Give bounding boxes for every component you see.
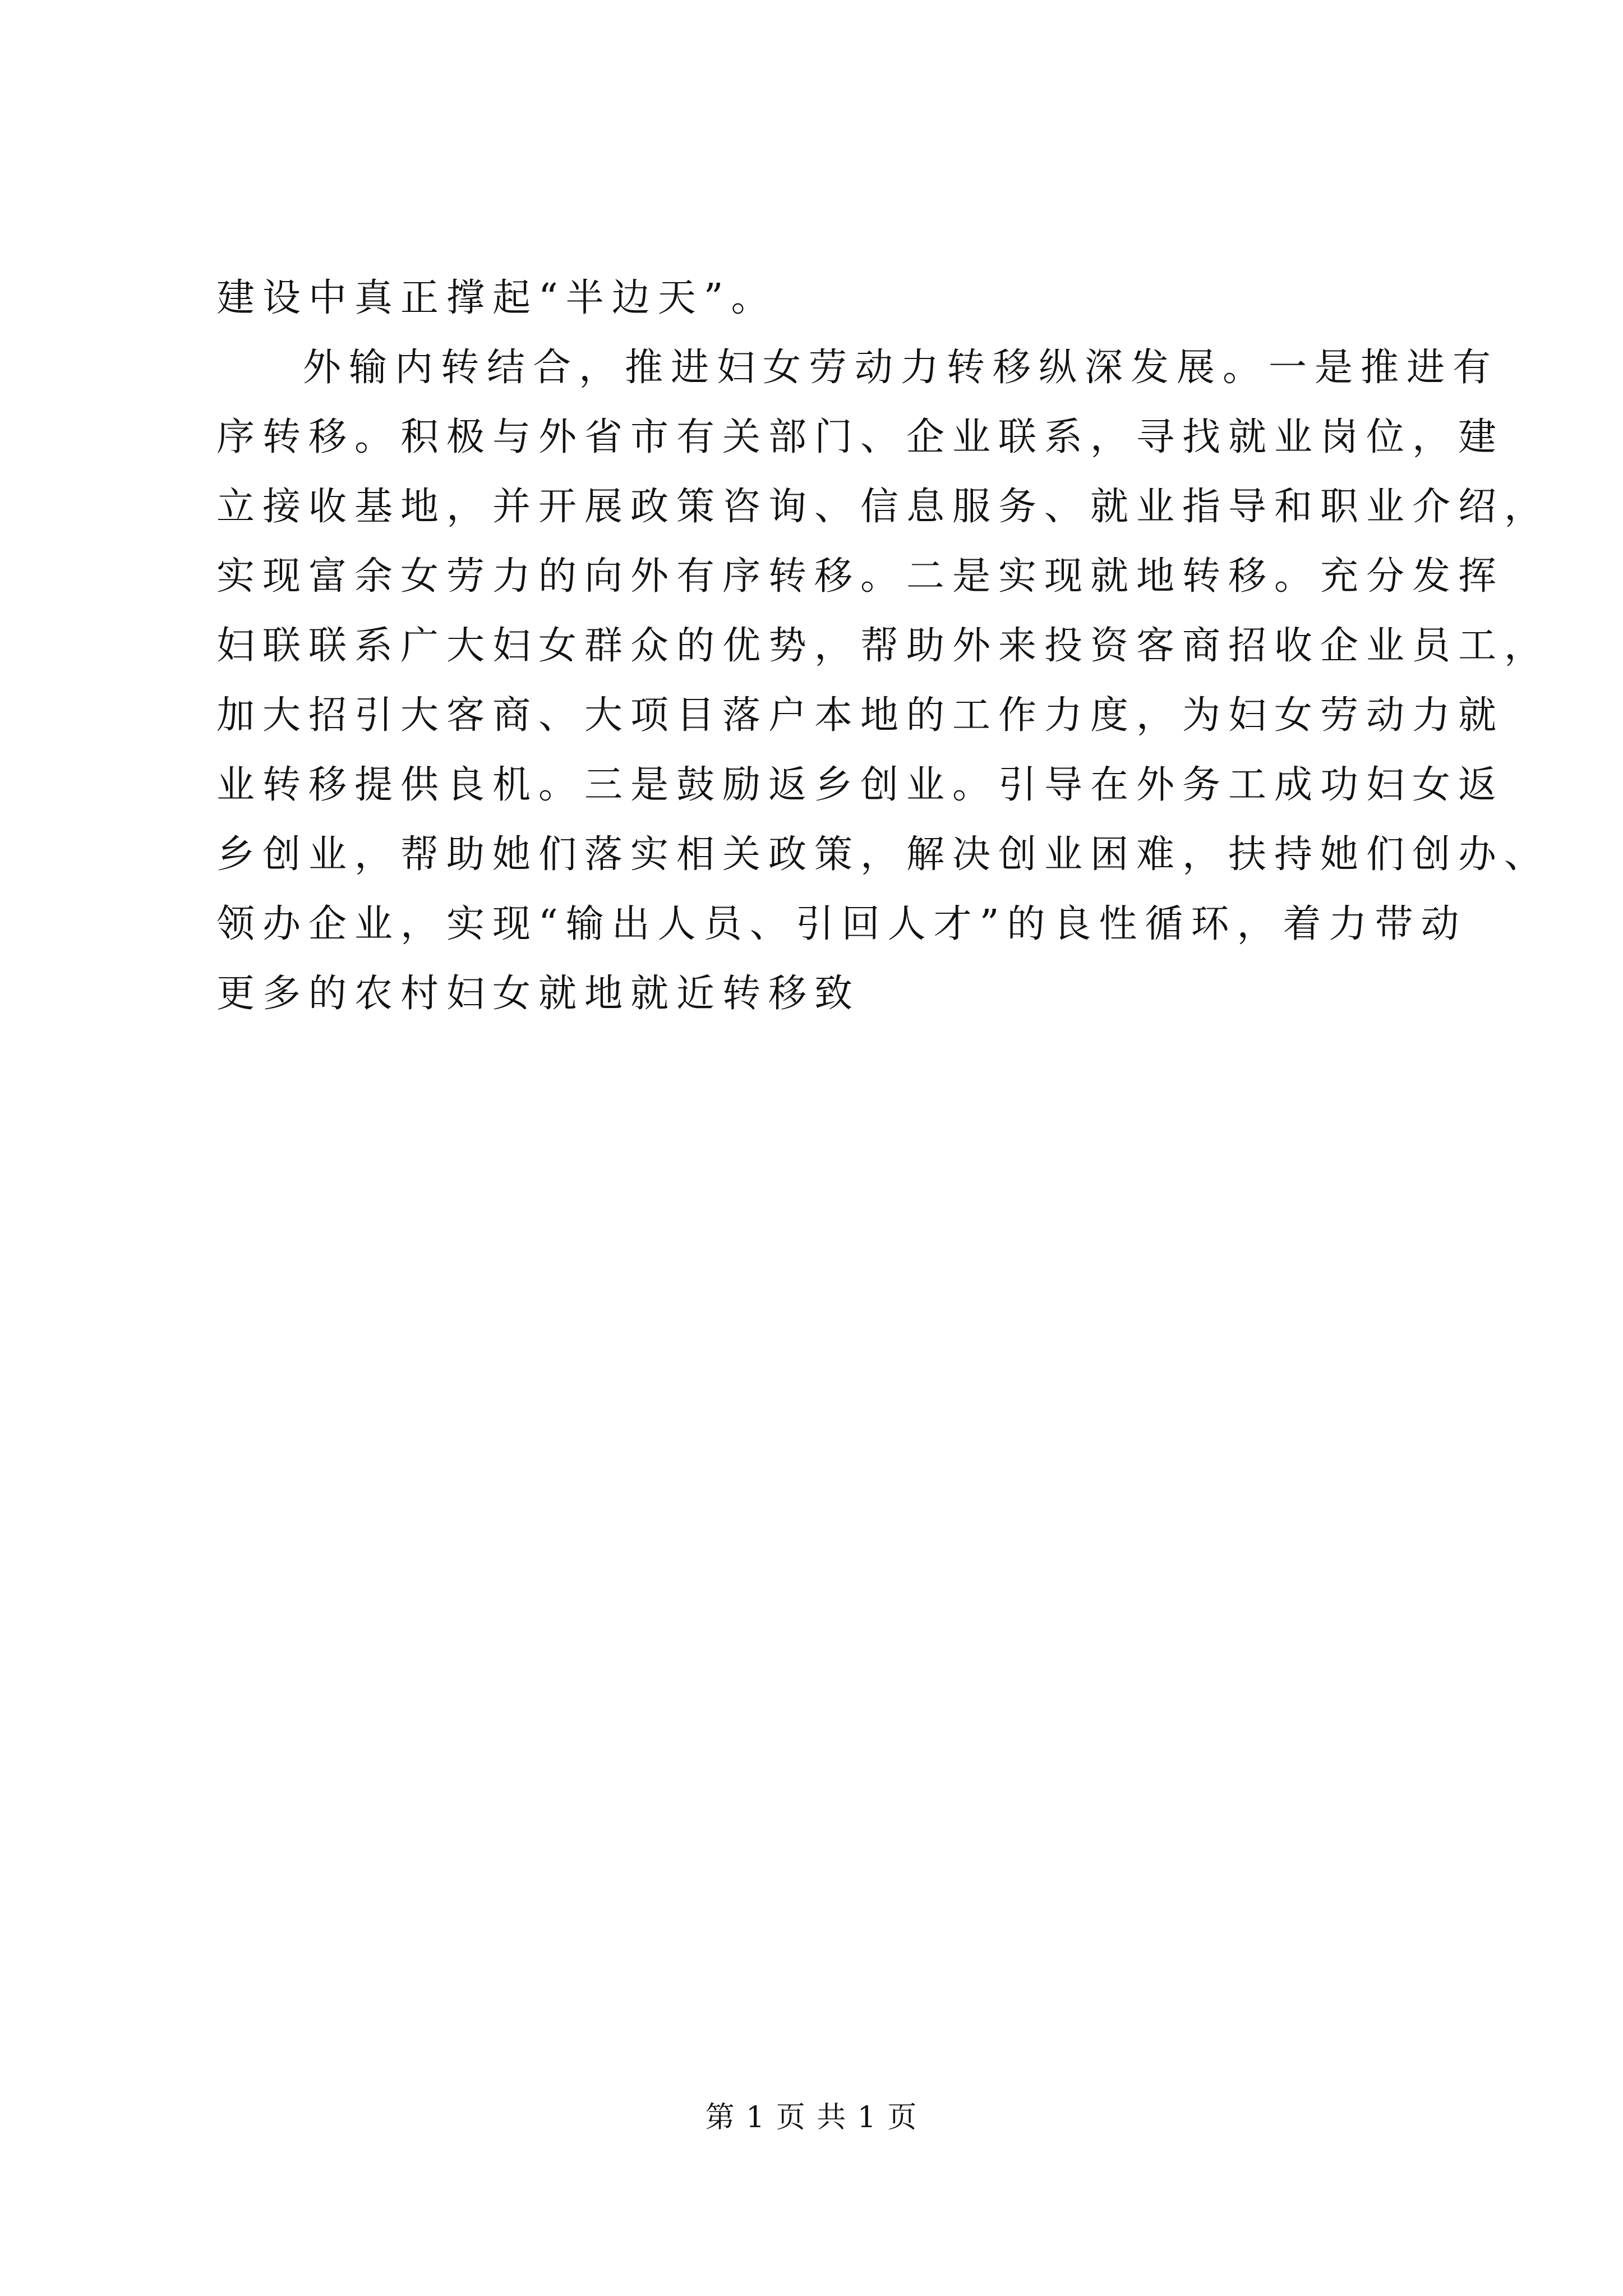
text-line: 乡创业，帮助她们落实相关政策，解决创业困难，扶持她们创办、 [216, 832, 1551, 877]
text-line: 实现富余女劳力的向外有序转移。二是实现就地转移。充分发挥 [216, 554, 1505, 599]
text-line: 业转移提供良机。三是鼓励返乡创业。引导在外务工成功妇女返 [216, 763, 1505, 807]
paragraph-first-line: 外输内转结合，推进妇女劳动力转移纵深发展。一是推进有 [303, 346, 1499, 390]
text-line: 妇联联系广大妇女群众的优势，帮助外来投资客商招收企业员工， [216, 624, 1551, 668]
text-line: 加大招引大客商、大项目落户本地的工作力度，为妇女劳动力就 [216, 693, 1505, 738]
text-line: 立接收基地，并开展政策咨询、信息服务、就业指导和职业介绍， [216, 485, 1551, 529]
text-line: 领办企业，实现“输出人员、引回人才”的良性循环，着力带动 [216, 902, 1467, 946]
page-number-footer: 第 1 页 共 1 页 [705, 2101, 918, 2134]
body-text [216, 264, 1551, 1029]
text-line: 更多的农村妇女就地就近转移致 [216, 972, 861, 1016]
text-line: 建设中真正撑起“半边天”。 [216, 276, 777, 320]
text-line: 序转移。积极与外省市有关部门、企业联系，寻找就业岗位，建 [216, 415, 1505, 459]
